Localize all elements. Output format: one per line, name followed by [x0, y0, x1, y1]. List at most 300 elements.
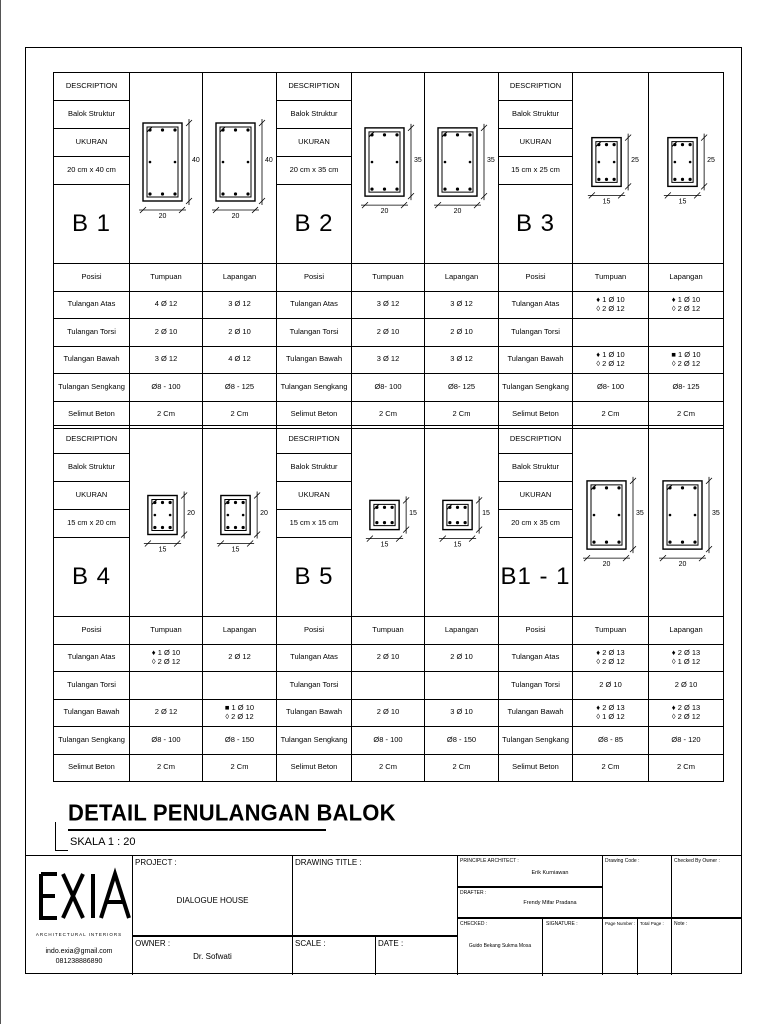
section-drawing-b1-1-lapangan — [649, 426, 724, 617]
spec-row — [54, 319, 724, 347]
row-label: Tulangan Atas — [54, 291, 130, 319]
rebar — [456, 188, 459, 191]
logo-subtitle: ARCHITECTURAL INTERIORS — [35, 932, 123, 937]
dim-height-label: 35 — [636, 510, 644, 517]
beam-size: 15 cm x 25 cm — [499, 157, 573, 185]
spec-cell — [425, 672, 499, 700]
rebar — [456, 133, 459, 136]
torsion-bar — [149, 161, 152, 164]
total-page-label: Total Page : — [640, 921, 664, 926]
row-label: Tulangan Torsi — [499, 319, 573, 347]
desc-label: DESCRIPTION — [54, 73, 130, 101]
spec-cell: 4 Ø 12 — [203, 346, 277, 374]
beam-section-svg — [203, 428, 276, 614]
section-drawing-b5-tumpuan — [352, 426, 425, 617]
rebar — [169, 526, 172, 529]
rebar — [443, 188, 446, 191]
beam-name: B 2 — [277, 185, 352, 264]
spec-cell — [352, 672, 425, 700]
spec-cell: 2 Ø 10 — [352, 644, 425, 672]
spec-cell: 2 Cm — [130, 754, 203, 782]
date-cell — [376, 936, 458, 975]
project-cell — [133, 856, 293, 936]
spec-cell: 2 Ø 10 — [425, 644, 499, 672]
torsion-bar — [371, 161, 374, 164]
principle-name: Erik Kurniawan — [531, 870, 569, 876]
rebar — [443, 133, 446, 136]
rebar — [383, 521, 386, 524]
rebar — [597, 143, 600, 146]
desc-label: DESCRIPTION — [277, 73, 352, 101]
row-label: Tulangan Torsi — [277, 672, 352, 700]
balok-label: Balok Struktur — [499, 101, 573, 129]
rebar — [605, 143, 608, 146]
torsion-bar — [444, 161, 447, 164]
spec-cell: 2 Ø 10 — [425, 319, 499, 347]
rebar — [693, 541, 696, 544]
rebar — [456, 506, 459, 509]
dim-height-label: 40 — [192, 157, 200, 164]
drawing-scale: SKALA 1 : 20 — [70, 836, 136, 848]
torsion-bar — [227, 514, 230, 517]
row-label: Tulangan Sengkang — [54, 374, 130, 402]
spec-cell: 2 Ø 10 — [203, 319, 277, 347]
ukuran-label: UKURAN — [499, 129, 573, 157]
beam-section-svg — [425, 428, 498, 614]
row-label: Tulangan Sengkang — [277, 374, 352, 402]
project-label: PROJECT : — [135, 858, 177, 867]
dim-width-label: 20 — [678, 561, 686, 569]
page-number-cell — [603, 918, 638, 975]
project-name: DIALOGUE HOUSE — [176, 896, 249, 905]
rebar — [234, 192, 237, 195]
rebar — [234, 526, 237, 529]
phone-text: 081238886890 — [55, 958, 103, 965]
spec-cell — [130, 672, 203, 700]
spec-cell: 2 Cm — [352, 401, 425, 429]
owner-name: Dr. Sofwati — [193, 952, 232, 961]
rebar — [673, 143, 676, 146]
spec-row — [54, 699, 724, 727]
spec-cell: Ø8 - 150 — [203, 727, 277, 755]
row-label: Posisi — [499, 264, 573, 292]
spec-row — [54, 754, 724, 782]
spec-cell: ♦ 1 Ø 10 ◊ 2 Ø 12 — [573, 291, 649, 319]
balok-label: Balok Struktur — [54, 101, 130, 129]
dim-width-label: 20 — [453, 208, 462, 216]
rebar — [605, 178, 608, 181]
rebar — [370, 188, 373, 191]
rebar — [226, 501, 229, 504]
row-label: Tulangan Torsi — [54, 319, 130, 347]
spec-cell: 2 Cm — [425, 401, 499, 429]
spec-cell: Ø8- 100 — [573, 374, 649, 402]
beam-section-svg — [574, 428, 647, 614]
stirrup — [147, 127, 178, 197]
rebar — [456, 521, 459, 524]
page-number-label: Page Number : — [605, 921, 636, 926]
row-label: Posisi — [54, 264, 130, 292]
rebar — [153, 526, 156, 529]
beam-name: B 3 — [499, 185, 573, 264]
dim-width-label: 20 — [231, 213, 240, 220]
torsion-bar — [174, 161, 177, 164]
spec-cell: 2 Ø 10 — [649, 672, 724, 700]
rebar — [370, 133, 373, 136]
rebar — [688, 178, 691, 181]
rebar — [617, 486, 620, 489]
rebar — [246, 192, 249, 195]
spec-cell: Lapangan — [649, 617, 724, 645]
spec-row — [54, 644, 724, 672]
spec-cell: Ø8 - 100 — [130, 374, 203, 402]
rebar — [391, 506, 394, 509]
rebar — [221, 192, 224, 195]
rebar — [153, 501, 156, 504]
row-label: Posisi — [499, 617, 573, 645]
spec-cell: Tumpuan — [573, 617, 649, 645]
rebar — [468, 188, 471, 191]
title-bracket — [55, 822, 68, 851]
spec-cell — [203, 672, 277, 700]
row-label: Tulangan Atas — [277, 291, 352, 319]
ukuran-label: UKURAN — [277, 129, 352, 157]
signature-divider — [542, 919, 543, 976]
spec-cell: Ø8- 125 — [425, 374, 499, 402]
rebar — [221, 128, 224, 131]
stirrup — [667, 485, 698, 545]
row-label: Tulangan Atas — [277, 644, 352, 672]
rebar — [448, 521, 451, 524]
rebar — [680, 541, 683, 544]
spec-cell: Tumpuan — [573, 264, 649, 292]
row-label: Tulangan Bawah — [499, 346, 573, 374]
owner-label: OWNER : — [135, 939, 171, 948]
row-label: Posisi — [277, 264, 352, 292]
rebar — [693, 486, 696, 489]
rebar — [673, 178, 676, 181]
spec-cell: Ø8 - 100 — [352, 727, 425, 755]
rebar — [464, 521, 467, 524]
desc-label: DESCRIPTION — [54, 426, 130, 454]
rebar — [242, 501, 245, 504]
row-label: Selimut Beton — [277, 401, 352, 429]
row-label: Tulangan Bawah — [499, 699, 573, 727]
spec-cell: 2 Ø 10 — [573, 672, 649, 700]
section-drawing-b3-tumpuan — [573, 73, 649, 264]
rebar — [234, 501, 237, 504]
dim-height-label: 35 — [487, 157, 495, 164]
row-label: Tulangan Torsi — [499, 672, 573, 700]
spec-cell: Lapangan — [425, 617, 499, 645]
drafter-label: DRAFTER : — [460, 890, 487, 896]
beam-size: 15 cm x 15 cm — [277, 510, 352, 538]
row-label: Tulangan Sengkang — [277, 727, 352, 755]
torsion-bar — [169, 514, 172, 517]
torsion-bar — [396, 161, 399, 164]
rebar — [148, 128, 151, 131]
rebar — [613, 178, 616, 181]
dim-height-label: 20 — [187, 510, 195, 517]
section-drawing-b2-lapangan — [425, 73, 499, 264]
logo-cell — [25, 856, 133, 975]
spec-cell: 2 Cm — [649, 401, 724, 429]
spec-cell: 3 Ø 10 — [425, 699, 499, 727]
checked-cell — [458, 918, 603, 975]
rebar — [173, 128, 176, 131]
section-drawing-b2-tumpuan — [352, 73, 425, 264]
spec-cell: ■ 1 Ø 10 ◊ 2 Ø 12 — [649, 346, 724, 374]
drawing-title: DETAIL PENULANGAN BALOK — [68, 799, 396, 826]
section-drawing-b1-1-tumpuan — [573, 426, 649, 617]
rebar — [226, 526, 229, 529]
spec-cell: Ø8 - 85 — [573, 727, 649, 755]
spec-cell: 2 Cm — [649, 754, 724, 782]
beam-name: B 4 — [54, 538, 130, 617]
torsion-bar — [247, 161, 250, 164]
dim-width-label: 20 — [380, 208, 389, 216]
spec-cell: Ø8 - 150 — [425, 727, 499, 755]
section-drawing-b1-lapangan — [203, 73, 277, 264]
rebar — [592, 541, 595, 544]
rebar — [605, 541, 608, 544]
spec-cell: ■ 1 Ø 10 ◊ 2 Ø 12 — [203, 699, 277, 727]
owner-cell — [133, 936, 293, 975]
spec-cell: Ø8- 100 — [352, 374, 425, 402]
balok-label: Balok Struktur — [54, 454, 130, 482]
scale-label: SCALE : — [295, 939, 326, 948]
spec-cell: Lapangan — [203, 264, 277, 292]
principle-label: PRINCIPLE ARCHITECT : — [460, 858, 519, 864]
spec-cell: 2 Cm — [573, 401, 649, 429]
spec-cell: Lapangan — [203, 617, 277, 645]
torsion-bar — [242, 514, 245, 517]
rebar — [668, 541, 671, 544]
row-label: Tulangan Sengkang — [54, 727, 130, 755]
spec-cell: 3 Ø 12 — [425, 346, 499, 374]
rebar — [464, 506, 467, 509]
beam-name: B 1 — [54, 185, 130, 264]
beam-table-2 — [53, 425, 724, 782]
spec-cell: Tumpuan — [352, 264, 425, 292]
checked-name: Guido Bekang Sukma Mosa — [468, 943, 532, 949]
drawing-title-label: DRAWING TITLE : — [295, 858, 362, 867]
ukuran-label: UKURAN — [54, 129, 130, 157]
row-label: Selimut Beton — [499, 754, 573, 782]
row-label: Posisi — [277, 617, 352, 645]
spec-row — [54, 617, 724, 645]
desc-label: DESCRIPTION — [499, 73, 573, 101]
row-label: Tulangan Bawah — [54, 699, 130, 727]
beam-section-svg — [425, 75, 498, 261]
section-drawing-b3-lapangan — [649, 73, 724, 264]
beam-section-svg — [130, 75, 203, 261]
spec-cell: ♦ 2 Ø 13 ◊ 2 Ø 12 — [573, 644, 649, 672]
beam-section-svg — [203, 75, 276, 261]
rebar — [161, 501, 164, 504]
spec-cell: ♦ 2 Ø 13 ◊ 2 Ø 12 — [649, 699, 724, 727]
exia-logo-icon — [37, 866, 137, 926]
row-label: Tulangan Bawah — [54, 346, 130, 374]
torsion-bar — [593, 514, 596, 517]
spec-cell: Ø8- 125 — [649, 374, 724, 402]
spec-row — [54, 264, 724, 292]
balok-label: Balok Struktur — [499, 454, 573, 482]
spec-cell: ♦ 1 Ø 10 ◊ 2 Ø 12 — [573, 346, 649, 374]
rebar — [246, 128, 249, 131]
beam-section-svg — [352, 75, 425, 261]
torsion-bar — [673, 161, 676, 164]
spec-cell: Ø8 - 100 — [130, 727, 203, 755]
torsion-bar — [222, 161, 225, 164]
page-edge-line — [0, 0, 1, 1024]
title-underline — [68, 829, 326, 831]
date-label: DATE : — [378, 939, 404, 948]
spec-cell: ♦ 2 Ø 13 ◊ 1 Ø 12 — [649, 644, 724, 672]
spec-cell: Tumpuan — [130, 264, 203, 292]
drawing-title-cell — [293, 856, 458, 936]
spec-cell: 3 Ø 12 — [352, 346, 425, 374]
row-label: Selimut Beton — [277, 754, 352, 782]
rebar — [169, 501, 172, 504]
ukuran-label: UKURAN — [499, 482, 573, 510]
spec-cell: ♦ 1 Ø 10 ◊ 2 Ø 12 — [130, 644, 203, 672]
row-label: Tulangan Torsi — [277, 319, 352, 347]
dim-height-label: 40 — [265, 157, 273, 164]
row-label: Tulangan Atas — [499, 291, 573, 319]
rebar — [468, 133, 471, 136]
spec-cell: 3 Ø 12 — [203, 291, 277, 319]
dim-height-label: 25 — [706, 157, 715, 164]
rebar — [383, 506, 386, 509]
spec-cell: 2 Ø 12 — [203, 644, 277, 672]
row-label: Posisi — [54, 617, 130, 645]
torsion-bar — [618, 514, 621, 517]
section-drawing-b1-tumpuan — [130, 73, 203, 264]
spec-cell — [649, 319, 724, 347]
row-label: Tulangan Torsi — [54, 672, 130, 700]
torsion-bar — [688, 161, 691, 164]
desc-label: DESCRIPTION — [499, 426, 573, 454]
spec-cell: 3 Ø 12 — [425, 291, 499, 319]
rebar — [148, 192, 151, 195]
signature-label: SIGNATURE : — [546, 921, 578, 927]
title-block — [25, 855, 742, 975]
spec-cell: Lapangan — [425, 264, 499, 292]
torsion-bar — [668, 514, 671, 517]
rebar — [592, 486, 595, 489]
torsion-bar — [613, 161, 616, 164]
rebar — [395, 133, 398, 136]
beam-section-svg — [650, 75, 723, 261]
rebar — [680, 486, 683, 489]
beam-section-svg — [574, 75, 647, 261]
spec-cell — [573, 319, 649, 347]
spec-cell: 2 Ø 12 — [130, 699, 203, 727]
spec-cell: 3 Ø 12 — [352, 291, 425, 319]
rebar — [688, 143, 691, 146]
rebar — [383, 188, 386, 191]
drawing-code-label: Drawing Code : — [605, 858, 640, 864]
row-label: Selimut Beton — [54, 401, 130, 429]
balok-label: Balok Struktur — [277, 454, 352, 482]
row-label: Tulangan Bawah — [277, 346, 352, 374]
checked-label: CHECKED : — [460, 921, 488, 927]
spec-cell: Tumpuan — [352, 617, 425, 645]
checked-owner-label: Checked By Owner : — [674, 858, 720, 864]
row-label: Tulangan Bawah — [277, 699, 352, 727]
rebar — [597, 178, 600, 181]
spec-cell: ♦ 2 Ø 13 ◊ 1 Ø 12 — [573, 699, 649, 727]
dim-width-label: 15 — [453, 541, 462, 549]
rebar — [161, 128, 164, 131]
rebar — [448, 506, 451, 509]
rebar — [161, 526, 164, 529]
spec-row — [54, 291, 724, 319]
beam-name: B 5 — [277, 538, 352, 617]
spec-cell: 2 Cm — [425, 754, 499, 782]
beam-size: 20 cm x 35 cm — [499, 510, 573, 538]
spec-row — [54, 346, 724, 374]
dim-width-label: 20 — [602, 561, 611, 569]
spec-cell: 2 Cm — [573, 754, 649, 782]
row-label: Selimut Beton — [499, 401, 573, 429]
row-label: Selimut Beton — [54, 754, 130, 782]
stirrup — [591, 485, 622, 545]
rebar — [613, 143, 616, 146]
rebar — [242, 526, 245, 529]
spec-cell: 2 Cm — [203, 754, 277, 782]
rebar — [375, 506, 378, 509]
rebar — [395, 188, 398, 191]
dim-width-label: 15 — [380, 541, 389, 549]
spec-cell: 3 Ø 12 — [130, 346, 203, 374]
rebar — [680, 143, 683, 146]
principle-cell — [458, 856, 603, 887]
drafter-name: Frendy Mifar Pradana — [523, 900, 577, 906]
section-drawing-b4-lapangan — [203, 426, 277, 617]
stirrup — [442, 132, 473, 192]
ukuran-label: UKURAN — [54, 482, 130, 510]
spec-row — [54, 727, 724, 755]
dim-width-label: 15 — [602, 198, 611, 206]
torsion-bar — [154, 514, 157, 517]
rebar — [605, 486, 608, 489]
spec-cell: Lapangan — [649, 264, 724, 292]
dim-width-label: 15 — [158, 546, 167, 554]
total-page-cell — [638, 918, 672, 975]
dim-height-label: 15 — [482, 510, 490, 517]
rebar — [375, 521, 378, 524]
beam-size: 15 cm x 20 cm — [54, 510, 130, 538]
beam-section-svg — [352, 428, 425, 614]
dim-width-label: 15 — [231, 546, 240, 554]
scale-cell — [293, 936, 376, 975]
spec-cell: Tumpuan — [130, 617, 203, 645]
spec-cell: ♦ 1 Ø 10 ◊ 2 Ø 12 — [649, 291, 724, 319]
row-label: Tulangan Atas — [54, 644, 130, 672]
spec-cell: Ø8 - 125 — [203, 374, 277, 402]
row-label: Tulangan Sengkang — [499, 727, 573, 755]
stirrup — [369, 132, 400, 192]
row-label: Tulangan Sengkang — [499, 374, 573, 402]
spec-row — [54, 374, 724, 402]
section-drawing-b4-tumpuan — [130, 426, 203, 617]
spec-row — [54, 672, 724, 700]
email-text: indo.exia@gmail.com — [45, 948, 113, 955]
rebar — [173, 192, 176, 195]
torsion-bar — [693, 514, 696, 517]
